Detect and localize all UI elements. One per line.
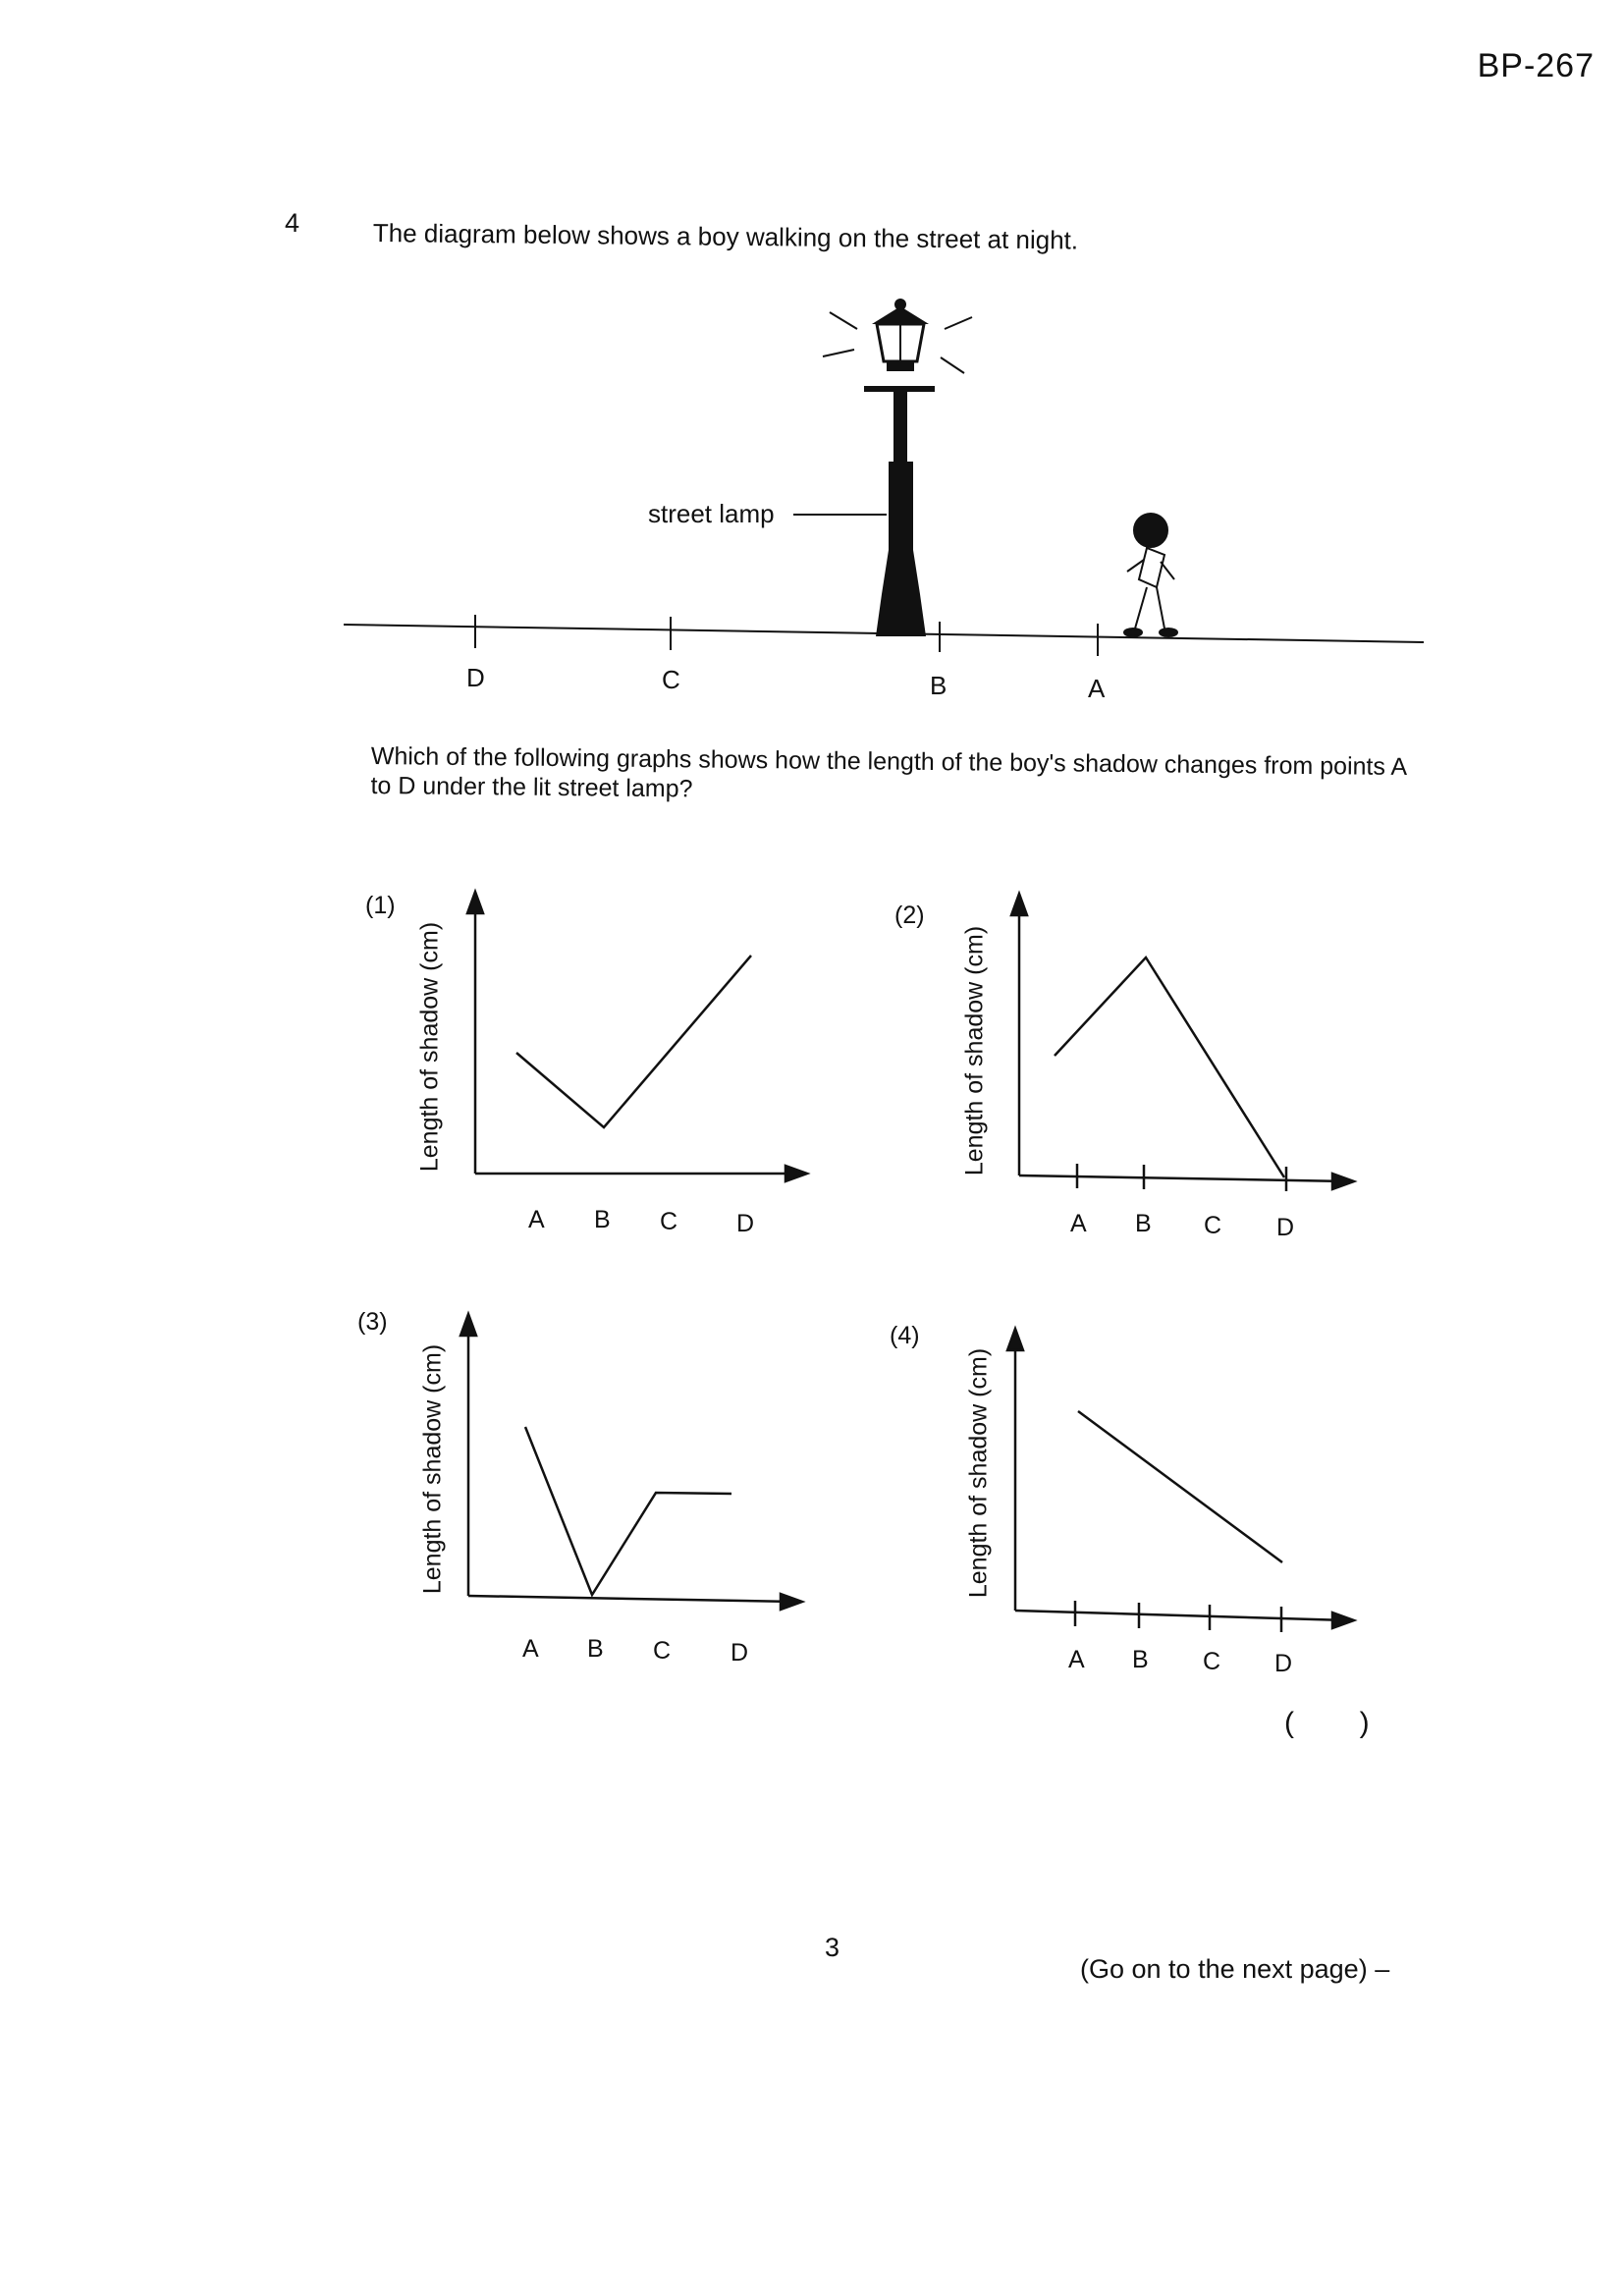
graph-3-ylabel: Length of shadow (cm)	[418, 1343, 447, 1595]
graph-3-x-b: B	[587, 1635, 604, 1663]
graph-3-x-c: C	[653, 1637, 672, 1665]
question-number: 4	[285, 208, 300, 238]
paper-code: BP-267	[1477, 47, 1595, 84]
street-lamp	[823, 299, 972, 636]
graph-2-ylabel: Length of shadow (cm)	[960, 925, 989, 1176]
graph-4	[1007, 1329, 1354, 1632]
graph-4-x-c: C	[1203, 1648, 1221, 1675]
point-d-label: D	[466, 663, 485, 692]
graph-4-ylabel: Length of shadow (cm)	[964, 1347, 993, 1599]
point-a-label: A	[1088, 674, 1106, 703]
graph-1-line	[516, 956, 751, 1127]
graph-2-x-b: B	[1135, 1210, 1152, 1237]
graph-1	[467, 892, 807, 1181]
point-c-label: C	[662, 665, 680, 694]
question-text: Which of the following graphs shows how the length of the boy's shadow changes from points A to D under the lit street lamp?	[370, 741, 1406, 803]
graph-4-x-a: A	[1068, 1646, 1085, 1673]
graph-1-x-b: B	[594, 1206, 611, 1233]
graph-1-x-d: D	[736, 1210, 755, 1237]
page-number: 3	[825, 1933, 840, 1962]
graph-1-x-a: A	[528, 1206, 545, 1233]
graph-4-label: (4)	[890, 1322, 920, 1349]
graph-2-x-d: D	[1276, 1214, 1295, 1241]
boy-figure	[1124, 514, 1177, 636]
graph-3-x-a: A	[522, 1635, 539, 1663]
answer-blank[interactable]: ( )	[1284, 1707, 1370, 1739]
graph-3-label: (3)	[357, 1308, 388, 1336]
graph-1-label: (1)	[365, 892, 396, 919]
graph-2	[1011, 894, 1354, 1191]
graph-2-label: (2)	[894, 902, 925, 929]
graph-4-x-d: D	[1274, 1650, 1293, 1677]
graph-1-ylabel: Length of shadow (cm)	[415, 921, 444, 1173]
street-lamp-label: street lamp	[648, 499, 775, 528]
question-intro: The diagram below shows a boy walking on the street at night.	[372, 218, 1079, 255]
graph-2-x-a: A	[1070, 1210, 1087, 1237]
graph-2-x-c: C	[1204, 1212, 1222, 1239]
graph-2-line	[1055, 957, 1284, 1177]
point-b-label: B	[930, 671, 947, 700]
graph-4-line	[1078, 1411, 1282, 1562]
graph-4-x-b: B	[1132, 1646, 1149, 1673]
next-page-note: (Go on to the next page) –	[1080, 1954, 1390, 1984]
graph-3-line	[525, 1427, 731, 1595]
graph-1-x-c: C	[660, 1208, 678, 1235]
graph-3-x-d: D	[731, 1639, 749, 1667]
graph-3	[460, 1314, 802, 1610]
